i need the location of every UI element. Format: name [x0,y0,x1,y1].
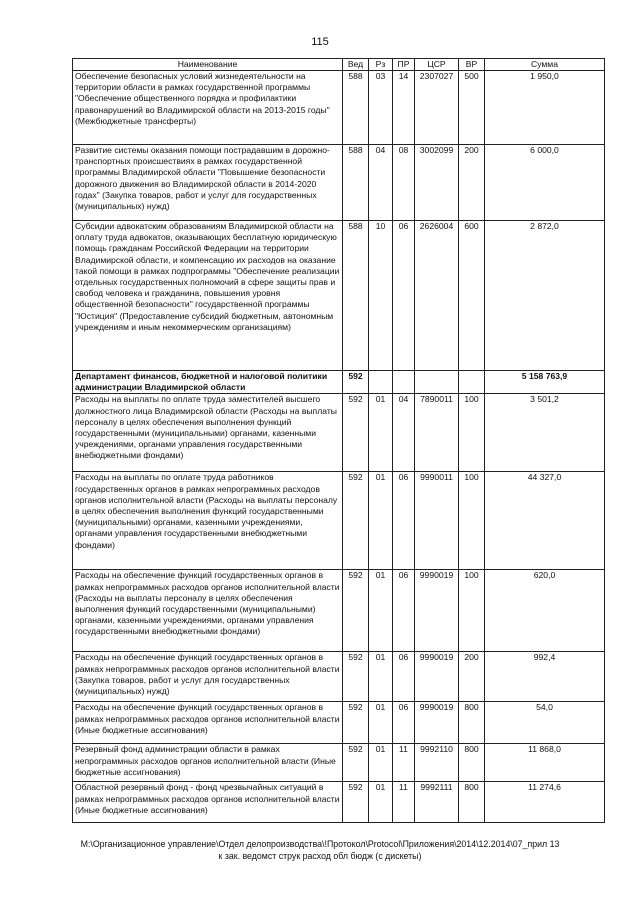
cell-csr: 3002099 [415,145,459,221]
cell-sum: 620,0 [485,570,605,652]
table-row [73,71,605,145]
cell-sum: 6 000,0 [485,145,605,221]
cell-rz: 01 [369,702,393,744]
cell-ved: 592 [343,570,369,652]
cell-name: Областной резервный фонд - фонд чрезвычайных ситуаций в рамках непрограммных расходов органов исполнительной власти (Иные бюджетные ассигнования) [73,782,343,823]
header-ved: Вед [343,59,369,71]
cell-sum: 992,4 [485,652,605,702]
table-row [73,221,605,371]
footer-file-path: M:\Организационное управление\Отдел делопроизводства\!Протокол\Protocol\Приложения\2014\12.2014\07_прил 13 [80,839,560,849]
cell-sum: 2 872,0 [485,221,605,371]
table-row [73,652,605,702]
cell-ved: 588 [343,71,369,145]
cell-pr: 14 [393,71,415,145]
cell-csr [415,371,459,394]
cell-sum: 3 501,2 [485,394,605,472]
cell-rz: 01 [369,570,393,652]
cell-ved: 592 [343,371,369,394]
cell-pr: 06 [393,570,415,652]
header-rz: Рз [369,59,393,71]
cell-name: Расходы на выплаты по оплате труда заместителей высшего должностного лица Владимирской области (Расходы на выплаты персоналу в целях обеспечения выполнения функций государственными (муниципальными) органами, казенными учреждениями, органами управления государственными внебюджетными фондами) [73,394,343,472]
cell-rz: 01 [369,652,393,702]
cell-ved: 592 [343,782,369,823]
cell-pr: 11 [393,782,415,823]
cell-rz: 01 [369,744,393,782]
cell-vr: 800 [459,782,485,823]
header-name: Наименование [73,59,343,71]
budget-table [72,58,605,823]
cell-vr [459,371,485,394]
cell-ved: 588 [343,145,369,221]
cell-csr: 9992110 [415,744,459,782]
cell-name: Расходы на обеспечение функций государственных органов в рамках непрограммных расходов органов исполнительной власти (Расходы на выплаты персоналу в целях обеспечения выполнения функций государственными (муниципальными) органами, казенными учреждениями, органами управления государственными внебюджетными фондами) [73,570,343,652]
cell-vr: 100 [459,394,485,472]
table-row [73,472,605,570]
cell-name: Расходы на обеспечение функций государственных органов в рамках непрограммных расходов органов исполнительной власти (Закупка товаров, работ и услуг для государственных (муниципальных) нужд) [73,652,343,702]
header-csr: ЦСР [415,59,459,71]
cell-csr: 9990019 [415,570,459,652]
cell-rz [369,371,393,394]
cell-csr: 2307027 [415,71,459,145]
cell-name: Расходы на выплаты по оплате труда работников государственных органов в рамках непрограммных расходов органов исполнительной власти (Расходы на выплаты персоналу в целях обеспечения выполнения функций государственными (муниципальными) органами, казенными учреждениями, органами управления государственными внебюджетными фондами) [73,472,343,570]
header-pr: ПР [393,59,415,71]
cell-vr: 800 [459,744,485,782]
table-row [73,570,605,652]
table-row [73,782,605,823]
cell-pr: 06 [393,221,415,371]
table-row [73,702,605,744]
cell-name: Субсидии адвокатским образованиям Владимирской области на оплату труда адвокатов, оказывающих бесплатную юридическую помощь гражданам Российской Федерации на территории Владимирской области, и компенсацию их расходов на оказание такой помощи в рамках подпрограммы "Обеспечение реализации отдельных государственных полномочий в сфере защиты прав и свобод человека и гражданина, повышения уровня общественной безопасности" государственной программы "Юстиция" (Предоставление субсидий бюджетным, автономным учреждениям и иным некоммерческим организациям) [73,221,343,371]
cell-csr: 9992111 [415,782,459,823]
table-row [73,371,605,394]
cell-vr: 100 [459,472,485,570]
cell-ved: 592 [343,744,369,782]
cell-name: Департамент финансов, бюджетной и налоговой политики администрации Владимирской области [73,371,343,394]
header-vr: ВР [459,59,485,71]
footer-caption: к зак. ведомст струк расход обл бюдж (с дискеты) [218,851,422,861]
cell-ved: 592 [343,652,369,702]
cell-rz: 04 [369,145,393,221]
cell-csr: 9990019 [415,652,459,702]
cell-ved: 592 [343,702,369,744]
cell-pr: 06 [393,702,415,744]
table-header-row [73,59,605,71]
cell-rz: 10 [369,221,393,371]
cell-sum: 44 327,0 [485,472,605,570]
cell-csr: 9990019 [415,702,459,744]
cell-vr: 200 [459,652,485,702]
cell-pr: 06 [393,652,415,702]
cell-ved: 592 [343,472,369,570]
cell-csr: 9990011 [415,472,459,570]
footer [0,838,640,862]
cell-ved: 592 [343,394,369,472]
table-row [73,394,605,472]
cell-sum: 54,0 [485,702,605,744]
cell-pr: 04 [393,394,415,472]
header-sum: Сумма [485,59,605,71]
cell-pr [393,371,415,394]
cell-vr: 500 [459,71,485,145]
cell-sum: 1 950,0 [485,71,605,145]
cell-sum: 11 274,6 [485,782,605,823]
cell-vr: 600 [459,221,485,371]
cell-vr: 800 [459,702,485,744]
cell-rz: 01 [369,394,393,472]
cell-name: Расходы на обеспечение функций государственных органов в рамках непрограммных расходов органов исполнительной власти (Иные бюджетные ассигнования) [73,702,343,744]
cell-csr: 2626004 [415,221,459,371]
cell-sum: 11 868,0 [485,744,605,782]
cell-rz: 03 [369,71,393,145]
cell-vr: 100 [459,570,485,652]
cell-pr: 11 [393,744,415,782]
cell-rz: 01 [369,782,393,823]
cell-rz: 01 [369,472,393,570]
page-number: 115 [311,36,329,48]
cell-sum: 5 158 763,9 [485,371,605,394]
cell-pr: 06 [393,472,415,570]
table-row [73,744,605,782]
table-body [73,71,605,823]
cell-name: Резервный фонд администрации области в рамках непрограммных расходов органов исполнительной власти (Иные бюджетные ассигнования) [73,744,343,782]
cell-pr: 08 [393,145,415,221]
cell-csr: 7890011 [415,394,459,472]
cell-vr: 200 [459,145,485,221]
cell-name: Развитие системы оказания помощи пострадавшим в дорожно-транспортных происшествиях в рамках государственной программы Владимирской области "Повышение безопасности дорожного движения во Владимирской области в 2014-2020 годах" (Закупка товаров, работ и услуг для государственных (муниципальных) нужд) [73,145,343,221]
table-row [73,145,605,221]
cell-ved: 588 [343,221,369,371]
cell-name: Обеспечение безопасных условий жизнедеятельности на территории области в рамках государственной программы "Обеспечение общественного порядка и профилактики правонарушений во Владимирской области на 2013-2015 годы" (Межбюджетные трансферты) [73,71,343,145]
